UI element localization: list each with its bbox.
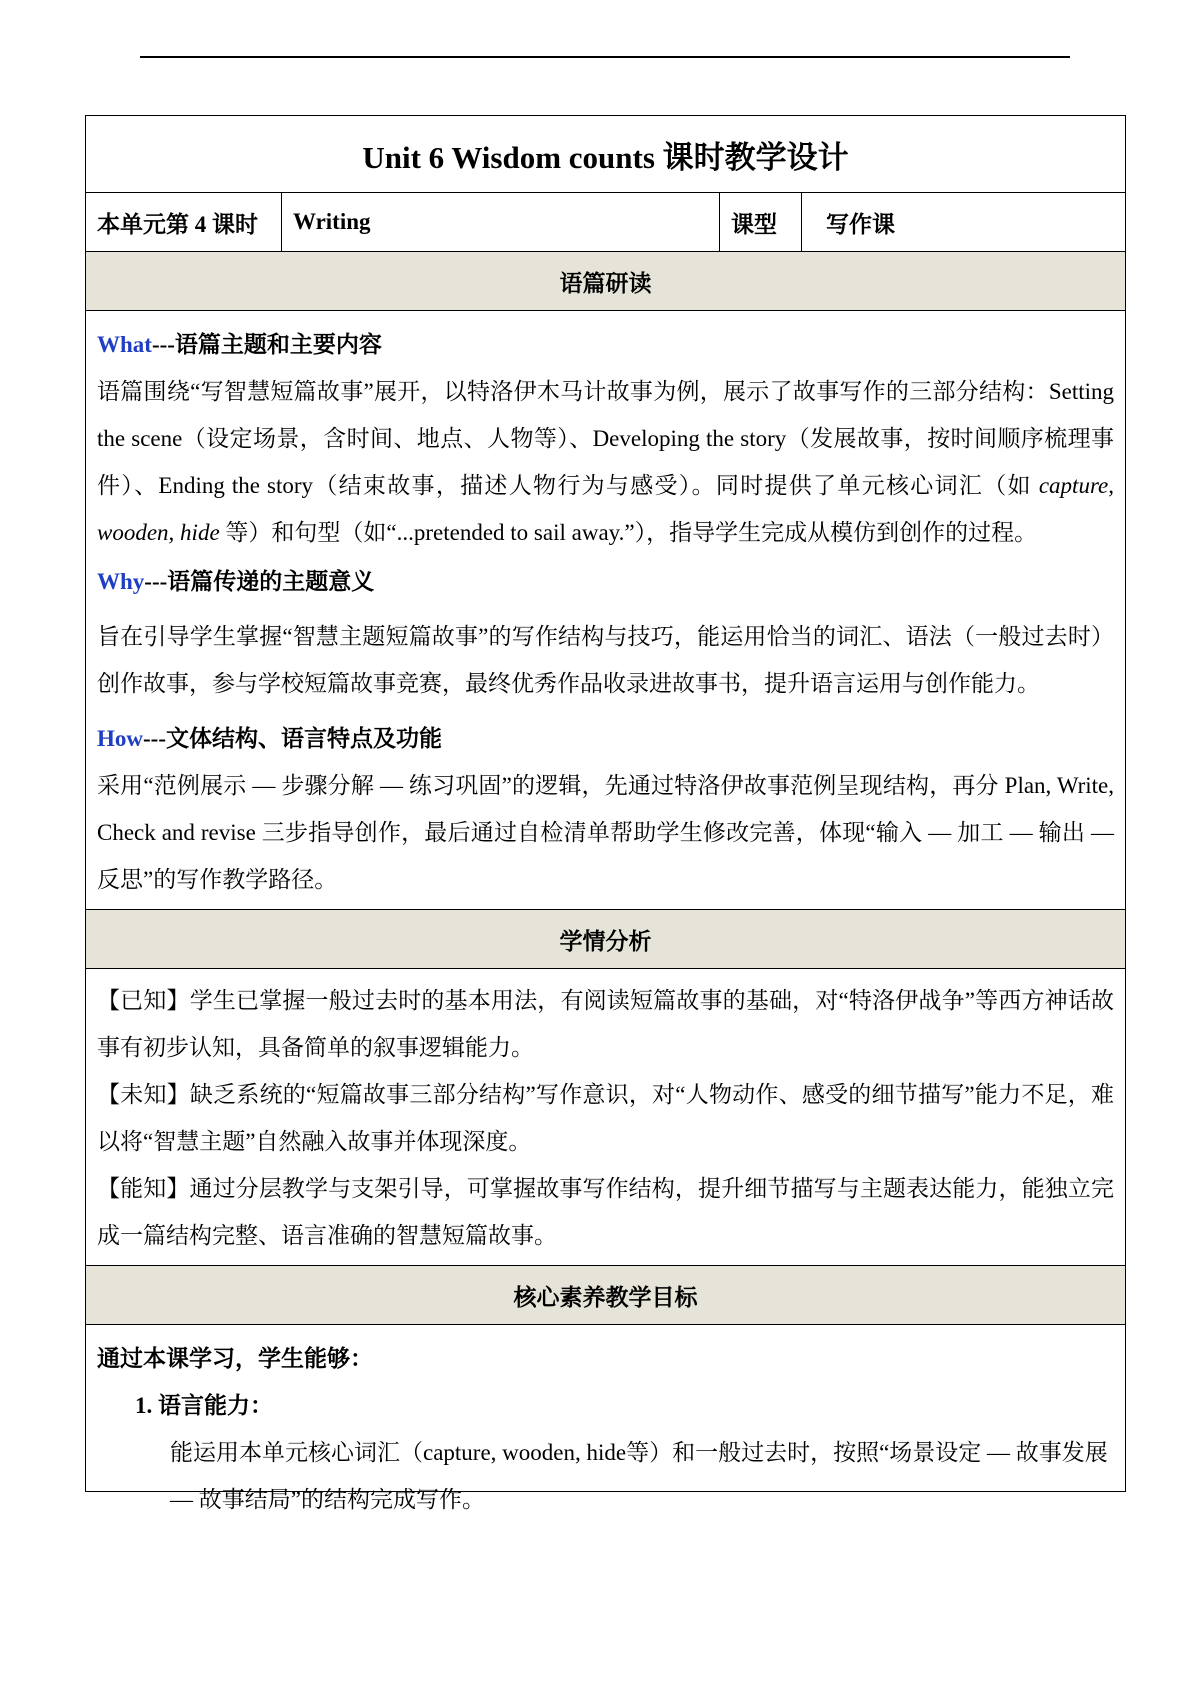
learner-analysis-body — [86, 969, 1126, 1266]
lesson-type-value: 写作课 — [802, 193, 1126, 252]
how-subheading — [97, 715, 1114, 762]
section-heading-teaching-goals: 核心素养教学目标 — [86, 1266, 1126, 1325]
why-subheading — [97, 558, 1114, 605]
lesson-number-cell: 本单元第 4 课时 — [86, 193, 282, 252]
goal-item-language-text: 能运用本单元核心词汇（capture, wooden, hide等）和一般过去时，按照“场景设定 — 故事发展 — 故事结局”的结构完成写作。 — [170, 1440, 1108, 1512]
goals-intro: 通过本课学习，学生能够： — [97, 1346, 373, 1371]
section-heading-learner-analysis: 学情分析 — [86, 910, 1126, 969]
what-subheading — [97, 321, 1114, 368]
unknown-paragraph: 【未知】缺乏系统的“短篇故事三部分结构”写作意识，对“人物动作、感受的细节描写”能力不足，难以将“智慧主题”自然融入故事并体现深度。 — [97, 1082, 1114, 1154]
why-title: ---语篇传递的主题意义 — [144, 569, 375, 594]
why-paragraph: 旨在引导学生掌握“智慧主题短篇故事”的写作结构与技巧，能运用恰当的词汇、语法（一般过去时）创作故事，参与学校短篇故事竞赛，最终优秀作品收录进故事书，提升语言运用与创作能力。 — [97, 624, 1114, 696]
goal-item-language-ability: 1. 语言能力： — [135, 1393, 273, 1418]
why-keyword: Why — [97, 569, 145, 594]
what-vocab-italic: capture, wooden, hide — [97, 473, 1114, 545]
header-rule — [140, 56, 1070, 58]
how-paragraph: 采用“范例展示 — 步骤分解 — 练习巩固”的逻辑，先通过特洛伊故事范例呈现结构，再分 Plan, Write, Check and revise 三步指导创作，最后通过自检清单帮助学生修改完善，体现“输入 — 加工 — 输出 — 反思”的写作教学路径。 — [97, 773, 1114, 892]
how-title: ---文体结构、语言特点及功能 — [143, 726, 442, 751]
can-know-paragraph: 【能知】通过分层教学与支架引导，可掌握故事写作结构，提升细节描写与主题表达能力，能独立完成一篇结构完整、语言准确的智慧短篇故事。 — [97, 1176, 1114, 1248]
lesson-type-label: 课型 — [720, 193, 802, 252]
what-paragraph: 语篇围绕“写智慧短篇故事”展开，以特洛伊木马计故事为例，展示了故事写作的三部分结构：Setting the scene（设定场景，含时间、地点、人物等）、Developing the story（发展故事，按时间顺序梳理事件）、Ending the story（结束故事，描述人物行为与感受）。同时提供了单元核心词汇（如 capture, wooden, hide 等）和句型（如“...pretended to sail away.”），指导学生完成从模仿到创作的过程。 — [97, 379, 1114, 545]
how-keyword: How — [97, 726, 143, 751]
what-keyword: What — [97, 332, 152, 357]
lesson-topic-cell: Writing — [282, 193, 720, 252]
text-study-body — [86, 311, 1126, 910]
document-title: Unit 6 Wisdom counts 课时教学设计 — [86, 116, 1126, 193]
known-paragraph: 【已知】学生已掌握一般过去时的基本用法，有阅读短篇故事的基础，对“特洛伊战争”等西方神话故事有初步认知，具备简单的叙事逻辑能力。 — [97, 988, 1114, 1060]
what-title: ---语篇主题和主要内容 — [151, 332, 382, 357]
lesson-plan-table — [85, 115, 1126, 1512]
teaching-goals-body — [86, 1325, 1126, 1512]
section-heading-text-study: 语篇研读 — [86, 252, 1126, 311]
